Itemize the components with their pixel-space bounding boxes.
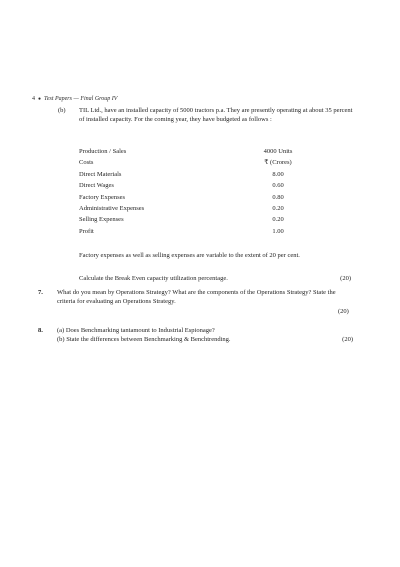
table-row bbox=[79, 203, 305, 214]
running-title: Test Papers — Final Group IV bbox=[44, 96, 118, 102]
page-header bbox=[32, 96, 117, 102]
question-7-number: 7. bbox=[38, 289, 43, 296]
row-value: 4000 Units bbox=[263, 148, 293, 155]
row-label: Factory Expenses bbox=[79, 193, 126, 201]
factory-expenses-note: Factory expenses as well as selling expenses are variable to the extent of 20 per cent. bbox=[79, 252, 300, 259]
row-value: 1.00 bbox=[272, 227, 284, 235]
table-row bbox=[79, 146, 305, 157]
row-label: Direct Materials bbox=[79, 170, 122, 178]
bullet-icon: ● bbox=[38, 96, 42, 102]
row-value: 0.20 bbox=[272, 216, 284, 224]
row-value: 0.60 bbox=[272, 182, 284, 190]
table-row bbox=[79, 157, 305, 168]
question-8b-text: (b) State the differences between Benchmarking & Benchtrending. bbox=[57, 336, 231, 343]
question-b-text: TIL Ltd., have an installed capacity of 5000 tractors p.a. They are presently operating at about 35 percent of installed capacity. For the coming year, they have budgeted as follows : bbox=[79, 107, 353, 124]
row-value: ₹ (Crores) bbox=[264, 159, 292, 167]
marks: (20) bbox=[342, 336, 353, 343]
question-b-label: (b) bbox=[58, 107, 66, 114]
row-label: Production / Sales bbox=[79, 148, 127, 155]
table-row bbox=[79, 169, 305, 180]
row-value: 8.00 bbox=[272, 170, 284, 178]
budget-table bbox=[79, 146, 305, 237]
table-row bbox=[79, 226, 305, 237]
page-number: 4 bbox=[32, 96, 35, 102]
table-row bbox=[79, 214, 305, 225]
row-label: Costs bbox=[79, 159, 94, 167]
row-label: Direct Wages bbox=[79, 182, 114, 190]
row-label: Administrative Expenses bbox=[79, 204, 145, 212]
marks: (20) bbox=[340, 275, 351, 282]
question-8-number: 8. bbox=[38, 327, 43, 334]
question-8a-text: (a) Does Benchmarking tantamount to Industrial Espionage? bbox=[57, 327, 215, 334]
row-value: 0.80 bbox=[272, 193, 284, 201]
question-8b-line bbox=[57, 335, 353, 344]
row-label: Profit bbox=[79, 227, 94, 235]
marks: (20) bbox=[338, 308, 349, 315]
question-7-text: What do you mean by Operations Strategy? What are the components of the Operations Strategy? State the criteria for evaluating an Operations Strategy. bbox=[57, 289, 336, 306]
row-value: 0.20 bbox=[272, 204, 284, 212]
calculate-line bbox=[79, 274, 351, 283]
row-label: Selling Expenses bbox=[79, 216, 124, 224]
calculate-text: Calculate the Break Even capacity utilization percentage. bbox=[79, 275, 228, 282]
table-row bbox=[79, 192, 305, 203]
table-row bbox=[79, 180, 305, 191]
